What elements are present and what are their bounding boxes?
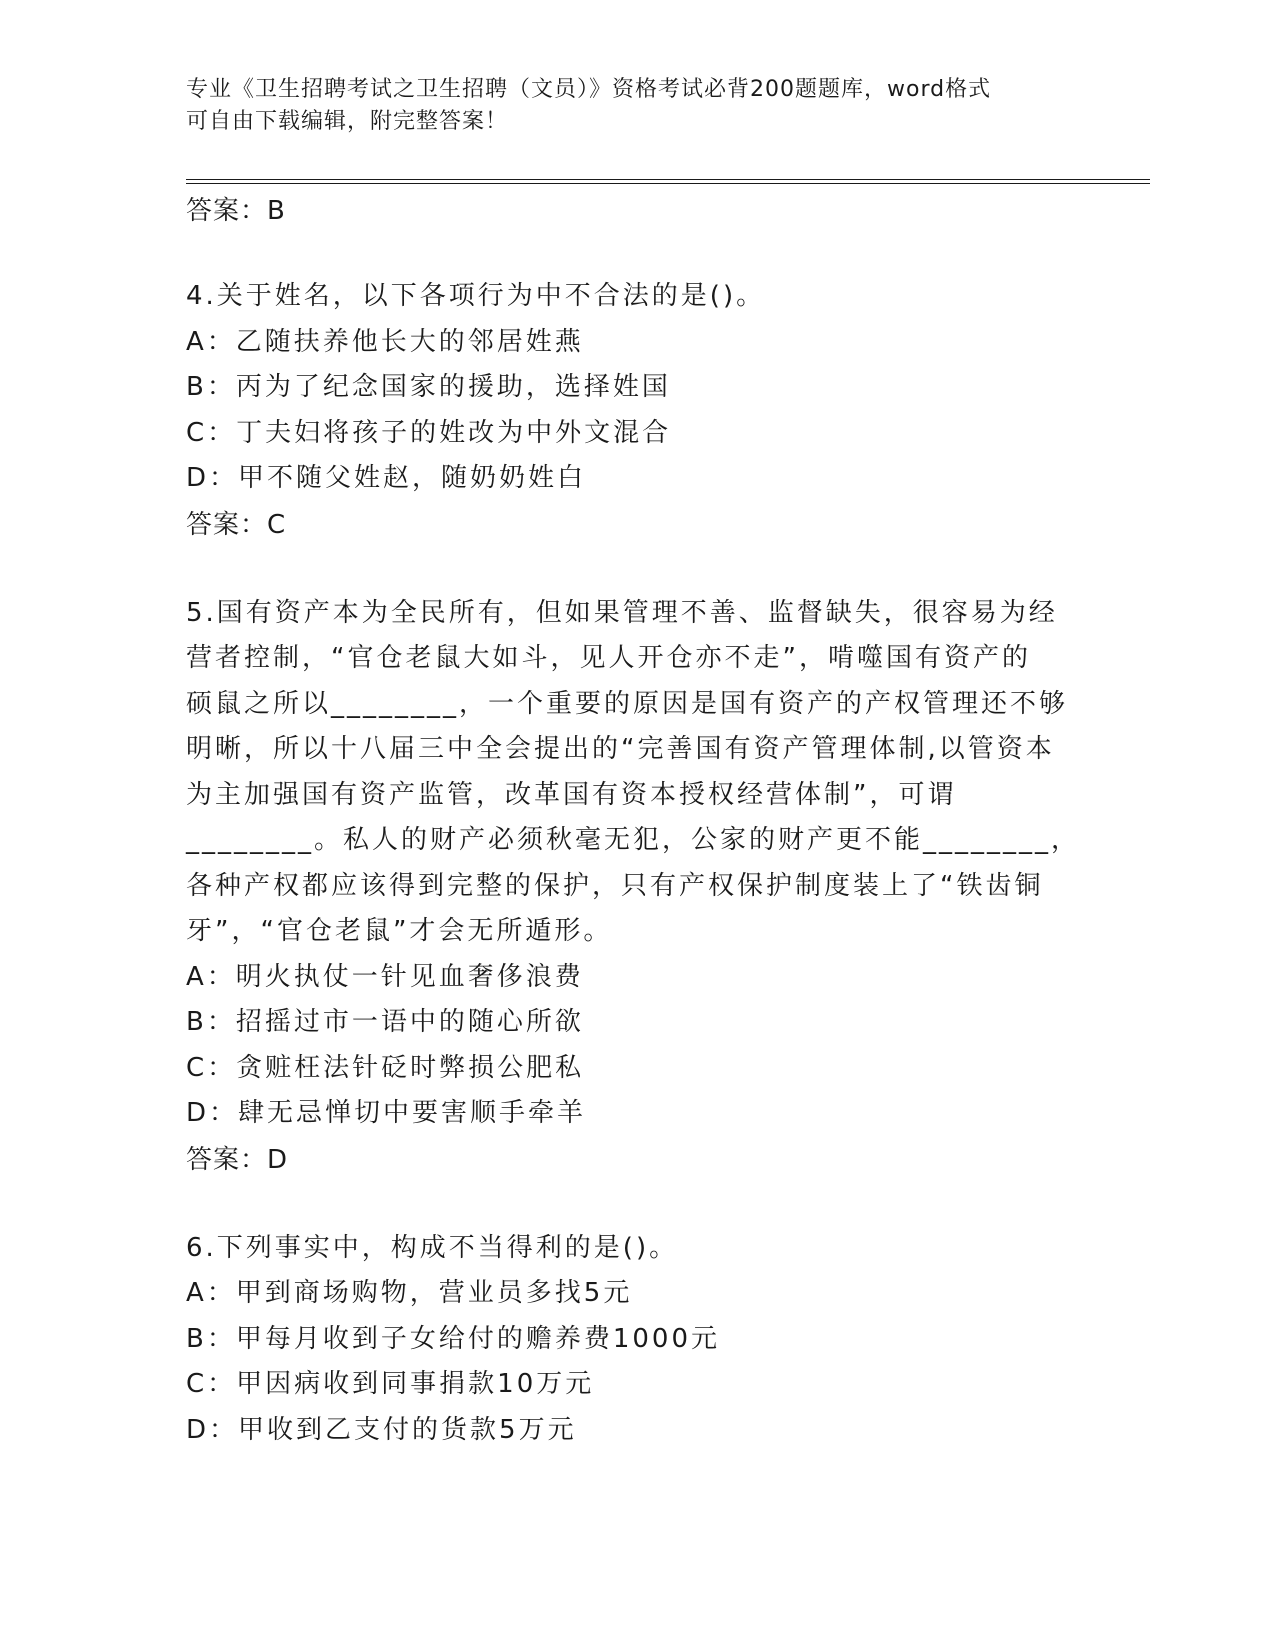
option-a: A：乙随扶养他长大的邻居姓燕 — [186, 326, 584, 357]
question-4 — [186, 274, 1086, 548]
option-d: D：甲收到乙支付的货款5万元 — [186, 1414, 577, 1445]
question-stem: 4.关于姓名，以下各项行为中不合法的是()。 — [186, 281, 766, 311]
option-c: C：贪赃枉法针砭时弊损公肥私 — [186, 1052, 585, 1083]
option-b: B：招摇过市一语中的随心所欲 — [186, 1007, 584, 1037]
option-d: D：甲不随父姓赵，随奶奶姓白 — [186, 463, 587, 493]
option-a: A：甲到商场购物，营业员多找5元 — [186, 1278, 633, 1308]
question-stem-line: 牙”，“官仓老鼠”才会无所遁形。 — [186, 916, 613, 946]
question-6 — [186, 1226, 1086, 1454]
header-divider-bottom — [186, 183, 1150, 184]
document-header — [186, 74, 1066, 138]
spacer — [186, 1183, 1086, 1226]
question-stem-line: 营者控制，“官仓老鼠大如斗，见人开仓亦不走”，啃噬国有资产的 — [186, 643, 1031, 673]
document-body — [186, 188, 1086, 1453]
header-line-1: 专业《卫生招聘考试之卫生招聘（文员）》资格考试必背200题题库，word格式 — [186, 77, 992, 102]
question-stem-line: ________。私人的财产必须秋毫无犯，公家的财产更不能________， — [186, 825, 1081, 855]
answer-label: 答案：C — [186, 509, 287, 540]
option-c: C：甲因病收到同事捐款10万元 — [186, 1369, 595, 1399]
answer-label: 答案：B — [186, 196, 286, 226]
spacer — [186, 234, 1086, 274]
answer-label: 答案：D — [186, 1144, 289, 1175]
question-5 — [186, 591, 1086, 1183]
question-stem-line: 5.国有资产本为全民所有，但如果管理不善、监督缺失，很容易为经 — [186, 597, 1058, 628]
question-stem-line: 各种产权都应该得到完整的保护，只有产权保护制度装上了“铁齿铜 — [186, 870, 1044, 901]
option-d: D：肆无忌惮切中要害顺手牵羊 — [186, 1098, 587, 1128]
question-stem-line: 硕鼠之所以________，一个重要的原因是国有资产的产权管理还不够 — [186, 688, 1069, 719]
header-line-2: 可自由下载编辑，附完整答案！ — [186, 109, 509, 134]
spacer — [186, 548, 1086, 591]
question-stem: 6.下列事实中，构成不当得利的是()。 — [186, 1232, 679, 1263]
option-c: C：丁夫妇将孩子的姓改为中外文混合 — [186, 417, 672, 448]
option-a: A：明火执仗一针见血奢侈浪费 — [186, 961, 584, 992]
option-b: B：甲每月收到子女给付的赡养费1000元 — [186, 1323, 721, 1354]
question-stem-line: 为主加强国有资产监管，改革国有资本授权经营体制”，可谓 — [186, 779, 957, 810]
question-stem-line: 明晰，所以十八届三中全会提出的“完善国有资产管理体制,以管资本 — [186, 734, 1055, 764]
header-divider-top — [186, 179, 1150, 180]
option-b: B：丙为了纪念国家的援助，选择姓国 — [186, 372, 671, 402]
